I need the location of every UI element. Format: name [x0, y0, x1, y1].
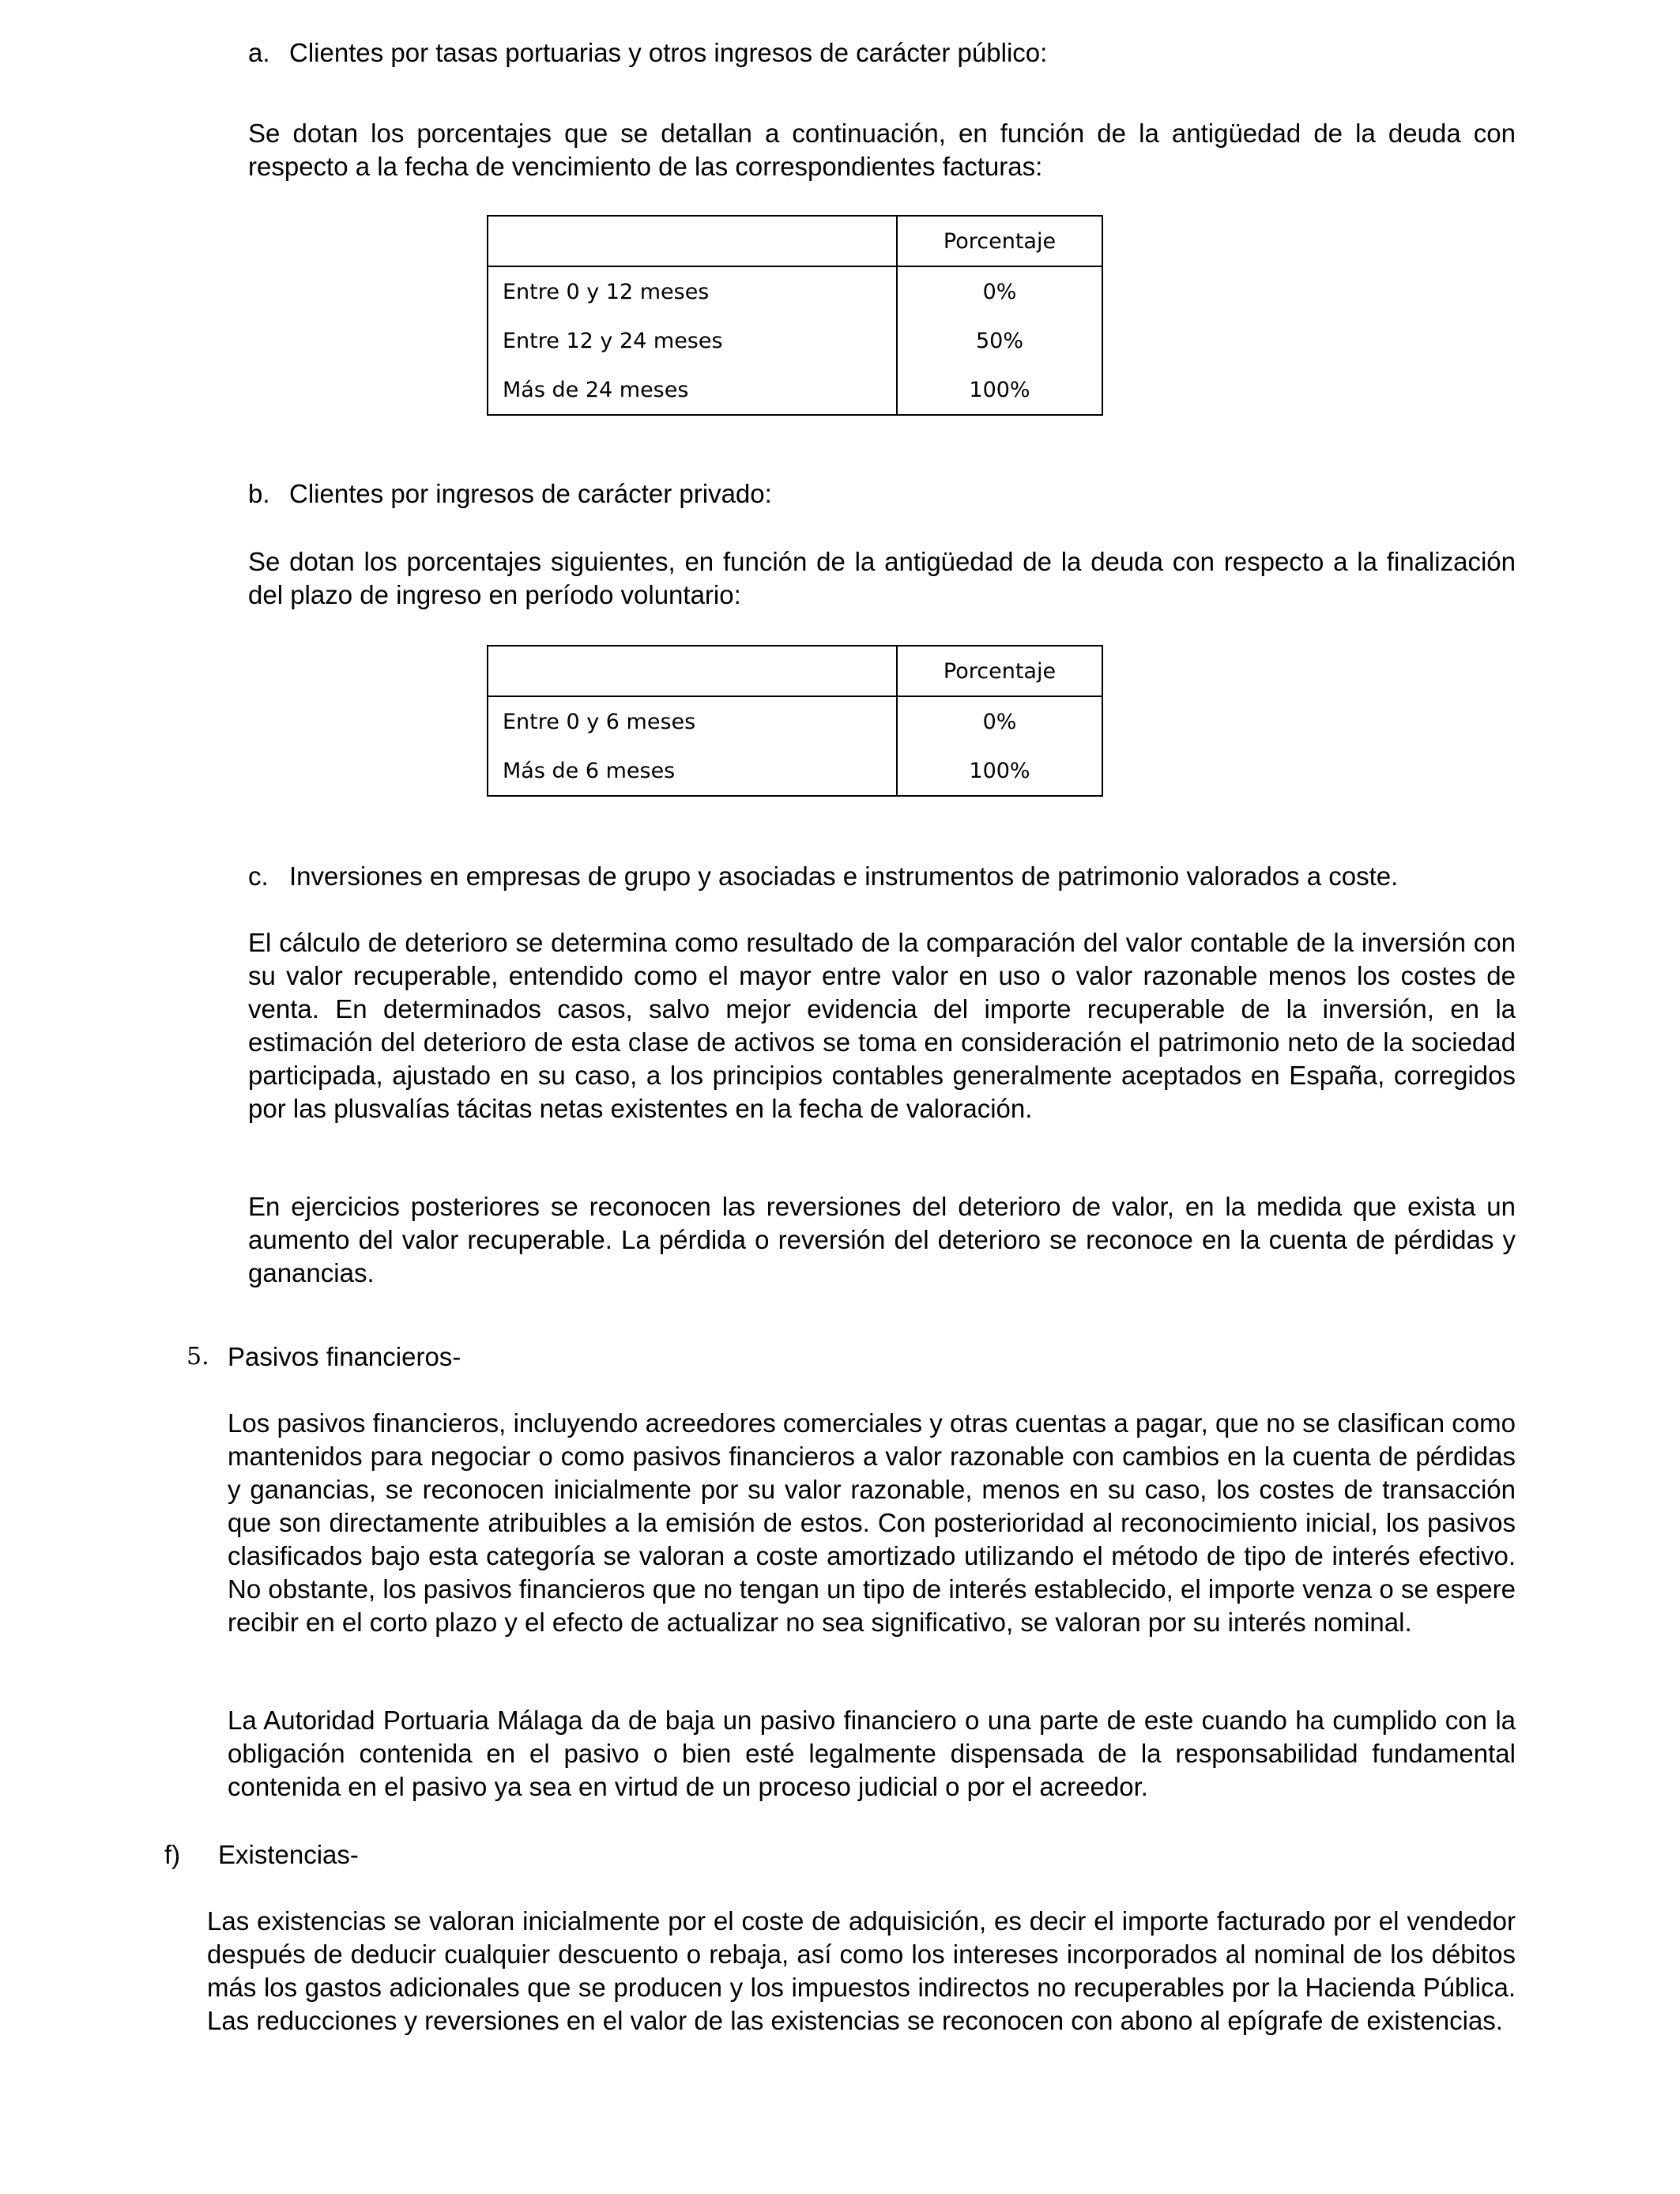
section-a-heading [248, 36, 1512, 70]
section-c-paragraph-2: En ejercicios posteriores se reconocen las reversiones del deterioro de valor, en la medida que exista un aumento del valor recuperable. La pérdida o reversión del deterioro se reconoce en la cuenta de pérdidas y ganancias. [248, 1192, 1516, 1287]
table-b-row-label: Más de 6 meses [488, 746, 897, 796]
section-b-heading [248, 477, 1512, 511]
table-row [488, 316, 1102, 365]
section-c-heading [248, 860, 1512, 893]
table-a-row-label: Entre 0 y 12 meses [488, 266, 897, 316]
table-row [488, 746, 1102, 796]
section-5-title: Pasivos financieros- [228, 1342, 461, 1371]
table-a-header-row [488, 216, 1102, 266]
table-b-header-blank [488, 646, 897, 696]
section-5-marker: 5. [186, 1343, 209, 1370]
section-a-marker: a. [248, 38, 270, 67]
table-b [487, 645, 1103, 797]
section-b-paragraph: Se dotan los porcentajes siguientes, en función de la antigüedad de la deuda con respecto a la finalización del plazo de ingreso en período voluntario: [248, 547, 1516, 609]
table-b-header-percent: Porcentaje [897, 646, 1102, 696]
table-row [488, 365, 1102, 415]
section-5-paragraph-1: Los pasivos financieros, incluyendo acreedores comerciales y otras cuentas a pagar, que no se clasifican como mantenidos para negociar o como pasivos financieros a valor razonable con cambios en la cuenta de pérdidas y ganancias, se reconocen inicialmente por su valor razonable, menos en su caso, los costes de transacción que son directamente atribuibles a la emisión de estos. Con posterioridad al reconocimiento inicial, los pasivos clasificados bajo esta categoría se valoran a coste amortizado utilizando el método de tipo de interés efectivo. No obstante, los pasivos financieros que no tengan un tipo de interés establecido, el importe venza o se espere recibir en el corto plazo y el efecto de actualizar no sea significativo, se valoran por su interés nominal. [228, 1408, 1516, 1637]
table-a-row-label: Entre 12 y 24 meses [488, 316, 897, 365]
section-a-paragraph: Se dotan los porcentajes que se detallan a continuación, en función de la antigüedad de la deuda con respecto a la fecha de vencimiento de las correspondientes facturas: [248, 119, 1516, 181]
table-b-row-value: 0% [982, 709, 1017, 734]
table-a-row-value: 50% [975, 328, 1023, 353]
table-b-row-value: 100% [969, 758, 1030, 783]
section-c-title: Inversiones en empresas de grupo y asociadas e instrumentos de patrimonio valorados a coste. [289, 861, 1399, 891]
section-c-paragraph-1: El cálculo de deterioro se determina como resultado de la comparación del valor contable de la inversión con su valor recuperable, entendido como el mayor entre valor en uso o valor razonable menos los costes de venta. En determinados casos, salvo mejor evidencia del importe recuperable de la inversión, en la estimación del deterioro de esta clase de activos se toma en consideración el patrimonio neto de la sociedad participada, ajustado en su caso, a los principios contables generalmente aceptados en España, corregidos por las plusvalías tácitas netas existentes en la fecha de valoración. [248, 928, 1516, 1123]
section-b-title: Clientes por ingresos de carácter privado: [289, 479, 772, 508]
table-row [488, 696, 1102, 746]
table-a-header-percent: Porcentaje [897, 216, 1102, 266]
table-a-row-value: 100% [969, 377, 1030, 402]
table-b-row-label: Entre 0 y 6 meses [488, 696, 897, 746]
section-f-marker: f) [164, 1840, 181, 1869]
table-a-row-value: 0% [982, 279, 1017, 304]
table-a-header-blank [488, 216, 897, 266]
table-row [488, 266, 1102, 316]
table-a-row-label: Más de 24 meses [488, 365, 897, 415]
table-b-header-row [488, 646, 1102, 696]
section-f-title: Existencias- [218, 1840, 359, 1869]
section-b-marker: b. [248, 479, 270, 508]
section-5-paragraph-2: La Autoridad Portuaria Málaga da de baja un pasivo financiero o una parte de este cuando ha cumplido con la obligación contenida en el pasivo o bien esté legalmente dispensada de la responsabilidad fundamental contenida en el pasivo ya sea en virtud de un proceso judicial o por el acreedor. [228, 1706, 1516, 1801]
table-a [487, 215, 1103, 416]
section-f-paragraph: Las existencias se valoran inicialmente por el coste de adquisición, es decir el importe facturado por el vendedor después de deducir cualquier descuento o rebaja, así como los intereses incorporados al nominal de los débitos más los gastos adicionales que se producen y los impuestos indirectos no recuperables por la Hacienda Pública. Las reducciones y reversiones en el valor de las existencias se reconocen con abono al epígrafe de existencias. [207, 1906, 1516, 2035]
section-a-title: Clientes por tasas portuarias y otros ingresos de carácter público: [289, 38, 1048, 67]
section-c-marker: c. [248, 861, 269, 891]
section-5-heading [186, 1340, 1530, 1374]
section-f-heading [164, 1838, 1508, 1872]
